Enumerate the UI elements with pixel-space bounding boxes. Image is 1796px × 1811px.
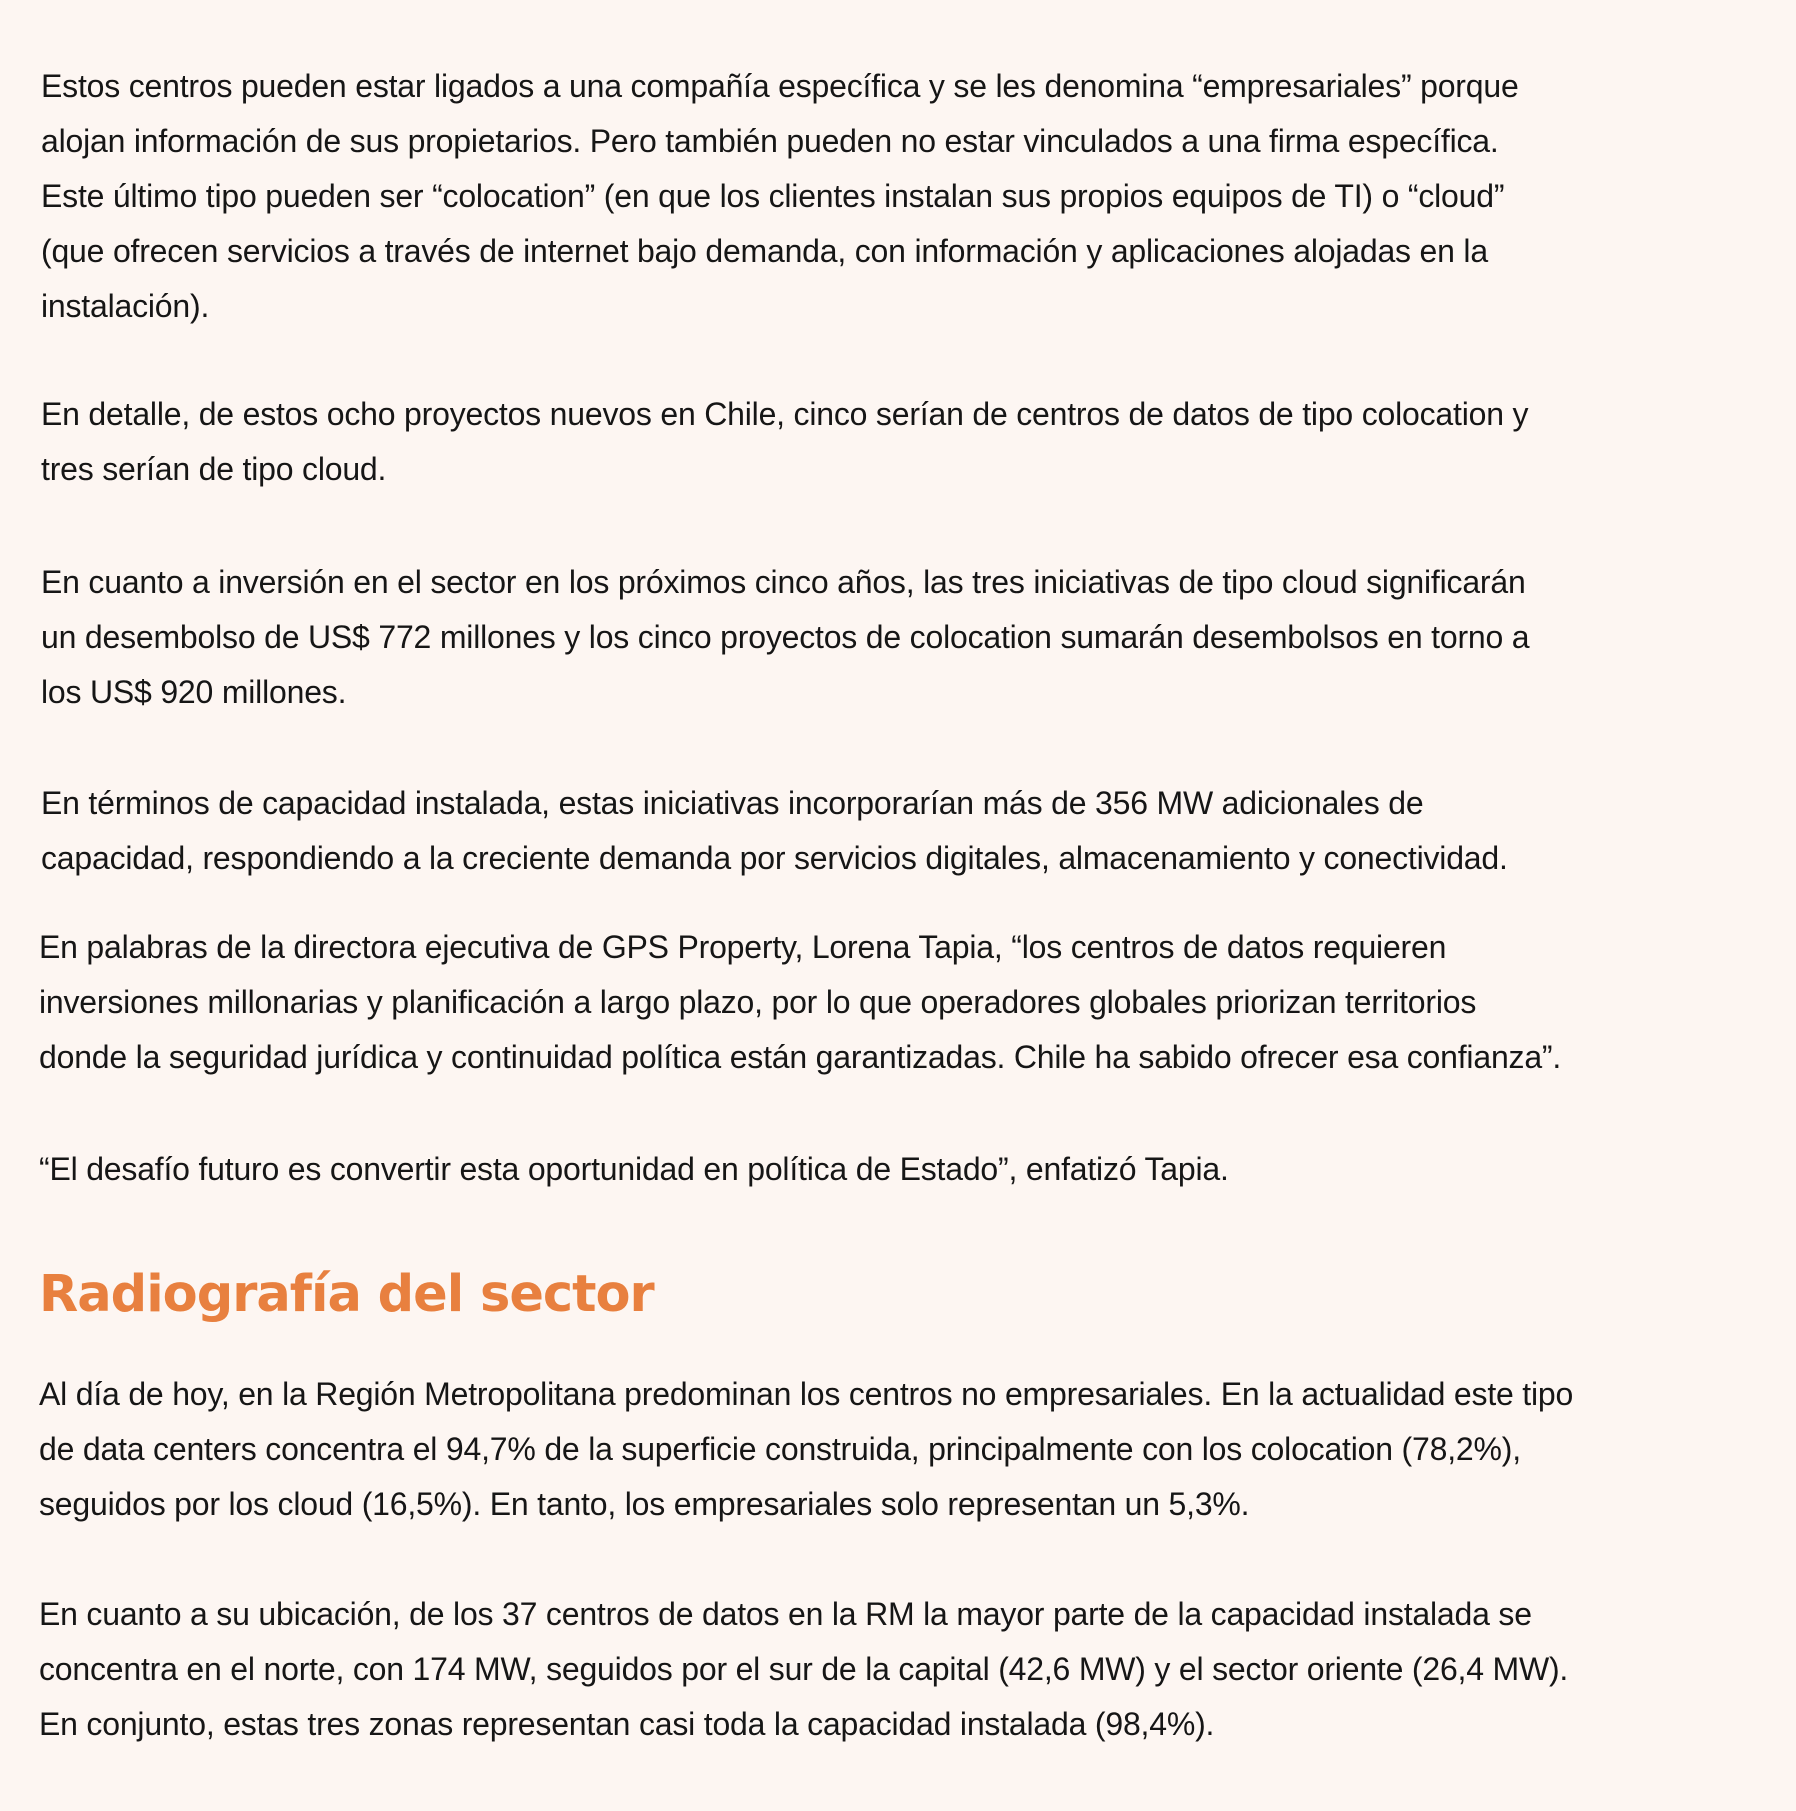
paragraph-project-breakdown — [41, 387, 1528, 497]
text-line: En palabras de la directora ejecutiva de GPS Property, Lorena Tapia, “los centros de datos requieren — [39, 929, 1447, 965]
text-line: En cuanto a su ubicación, de los 37 centros de datos en la RM la mayor parte de la capacidad instalada se — [39, 1596, 1532, 1632]
paragraph-business-types — [41, 59, 1519, 334]
text-line: instalación). — [41, 288, 210, 324]
text-line: Este último tipo pueden ser “colocation” (en que los clientes instalan sus propios equipos de TI) o “cloud” — [41, 178, 1505, 214]
text-line: donde la seguridad jurídica y continuidad política están garantizadas. Chile ha sabido ofrecer esa confianza”. — [39, 1039, 1562, 1075]
paragraph-closing-quote — [39, 1142, 1229, 1197]
section-heading: Radiografía del sector — [39, 1265, 654, 1324]
text-line: “El desafío futuro es convertir esta oportunidad en política de Estado”, enfatizó Tapia. — [39, 1151, 1229, 1187]
text-line: un desembolso de US$ 772 millones y los cinco proyectos de colocation sumarán desembolsos en torno a — [41, 619, 1530, 655]
text-line: seguidos por los cloud (16,5%). En tanto, los empresariales solo representan un 5,3%. — [39, 1486, 1250, 1522]
paragraph-quote-tapia — [39, 920, 1561, 1085]
text-line: (que ofrecen servicios a través de internet bajo demanda, con información y aplicaciones alojadas en la — [41, 233, 1488, 269]
paragraph-capacity — [41, 776, 1508, 886]
paragraph-metropolitan-region — [39, 1367, 1573, 1532]
text-line: concentra en el norte, con 174 MW, seguidos por el sur de la capital (42,6 MW) y el sector oriente (26,4 MW). — [39, 1651, 1569, 1687]
paragraph-investment — [41, 555, 1529, 720]
paragraph-location — [39, 1587, 1568, 1752]
text-line: En términos de capacidad instalada, estas iniciativas incorporarían más de 356 MW adicionales de — [41, 785, 1424, 821]
text-line: alojan información de sus propietarios. Pero también pueden no estar vinculados a una firma específica. — [41, 123, 1499, 159]
text-line: capacidad, respondiendo a la creciente demanda por servicios digitales, almacenamiento y conectividad. — [41, 840, 1508, 876]
text-line: En conjunto, estas tres zonas representan casi toda la capacidad instalada (98,4%). — [39, 1706, 1215, 1742]
text-line: de data centers concentra el 94,7% de la superficie construida, principalmente con los colocation (78,2%), — [39, 1431, 1521, 1467]
text-line: Al día de hoy, en la Región Metropolitana predominan los centros no empresariales. En la actualidad este tipo — [39, 1376, 1574, 1412]
text-line: inversiones millonarias y planificación a largo plazo, por lo que operadores globales priorizan territorios — [39, 984, 1477, 1020]
text-line: En detalle, de estos ocho proyectos nuevos en Chile, cinco serían de centros de datos de tipo colocation y — [41, 396, 1529, 432]
text-line: los US$ 920 millones. — [41, 674, 347, 710]
text-line: Estos centros pueden estar ligados a una compañía específica y se les denomina “empresariales” porque — [41, 68, 1519, 104]
text-line: En cuanto a inversión en el sector en los próximos cinco años, las tres iniciativas de tipo cloud significarán — [41, 564, 1526, 600]
text-line: tres serían de tipo cloud. — [41, 451, 387, 487]
